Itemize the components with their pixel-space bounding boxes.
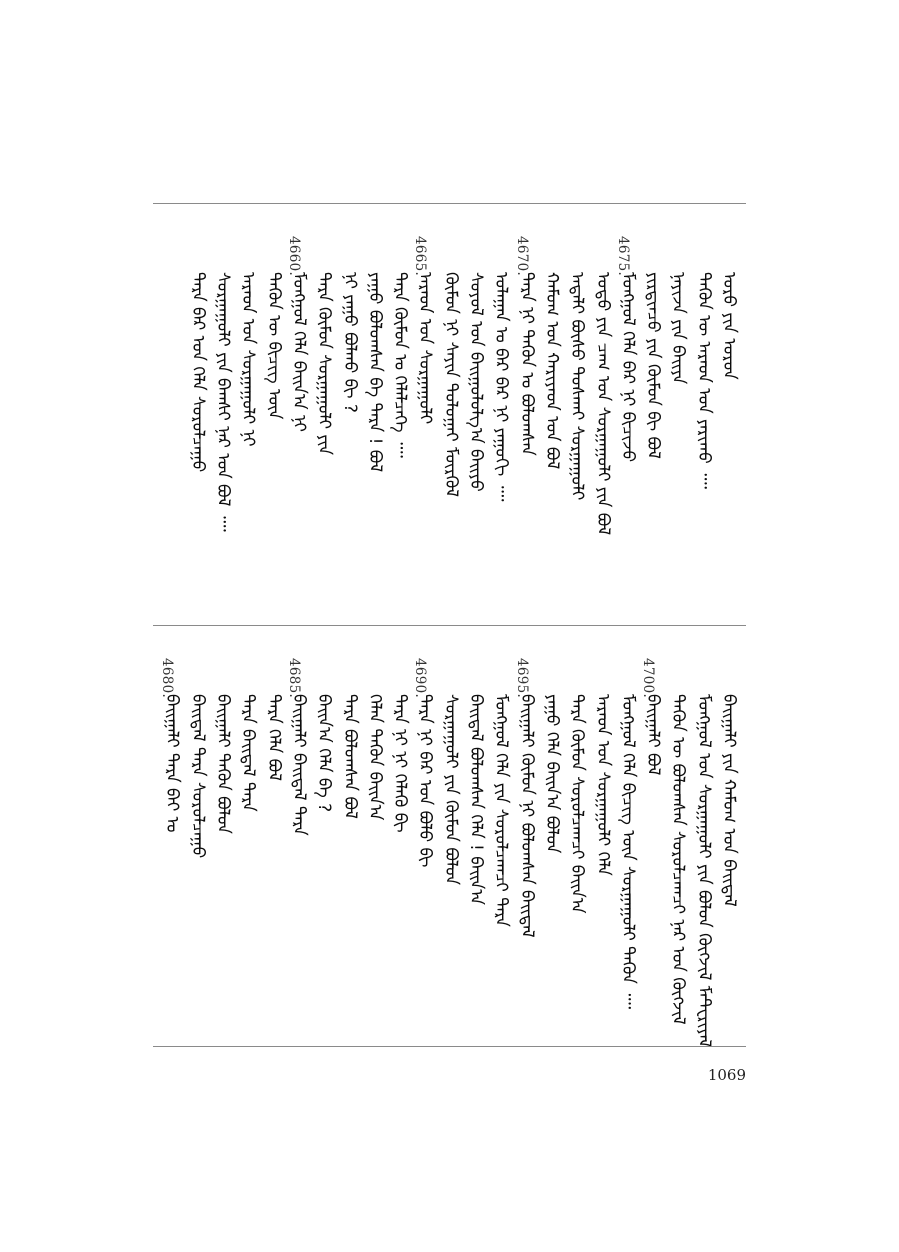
- verse-text: ᠬᠦᠮᠦᠨ ᠨᠢ ᠰᠠᠶᠢᠨ ᠲᠣᠯᠣᠭᠠᠢ ᠮᠥᠷᠭᠥᠯ: [441, 272, 461, 498]
- verse-text: ᠪᠠᠢᠭᠠᠯᠢ ᠲᠡᠭᠦᠨ ᠪᠣᠯᠤᠨ: [213, 694, 233, 834]
- verse-line: [588, 236, 618, 596]
- verse-text: ᠲᠡᠷᠡ ᠪᠡᠷ ᠤᠨ ᠬᠡᠯᠡ ᠰᠤᠷᠤᠯᠴᠠᠭᠤ: [188, 272, 208, 473]
- verse-text: ᠪᠠᠢᠭᠠᠯᠢ ᠬᠦᠮᠦᠨ ᠨᠢ ᠪᠣᠯᠤᠭᠰᠠᠨ ᠪᠠᠢᠳᠠᠯ: [517, 694, 537, 938]
- verse-line: [689, 658, 719, 1048]
- verse-text: ᠲᠡᠷᠡ ᠨᠢ ᠲᠡᠭᠦᠨ ᠤ ᠪᠣᠯᠤᠭᠰᠠᠨ: [517, 272, 537, 456]
- lower-verse-block: [153, 658, 746, 1048]
- verse-text: ᠪᠠᠢᠭᠠᠯᠢ ᠪᠠᠢᠳᠠᠯ ᠲᠡᠷᠡ: [289, 694, 309, 836]
- verse-text: ᠮᠣᠩᠭᠣᠯ ᠬᠡᠯᠡ ᠪᠢᠴᠢᠭ ᠦᠨ ᠰᠤᠷᠭᠠᠭᠤᠯᠢ ᠲᠡᠭᠦᠨ ᠁: [618, 694, 638, 1010]
- verse-line: [512, 236, 542, 596]
- verse-text: ᠬᠡᠯᠡᠨ ᠲᠡᠭᠦᠨ ᠪᠠᠢᠨ᠎ᠠ: [365, 694, 385, 821]
- verse-line: [183, 236, 213, 596]
- verse-text: ᠪᠠᠢᠭᠠᠯᠢ ᠶᠢᠨ ᠬᠠᠮᠤᠭ ᠤᠨ ᠪᠠᠢᠳᠠᠯ: [719, 694, 739, 907]
- verse-text: ᠪᠠᠢᠭᠠᠯᠢ ᠪᠣᠯ: [643, 694, 663, 776]
- verse-text: ᠠᠷᠠᠳ ᠤᠨ ᠰᠤᠷᠭᠠᠭᠤᠯᠢ: [415, 272, 435, 425]
- middle-rule: [153, 625, 746, 626]
- verse-text: ᠰᠤᠷᠭᠠᠭᠤᠯᠢ ᠶᠢᠨ ᠬᠦᠮᠦᠨ ᠪᠣᠯᠤᠨ: [441, 694, 461, 886]
- verse-text: ᠪᠠᠢᠨ᠎ᠠ ᠬᠡᠯᠡ ᠪᠡ ?: [314, 694, 334, 813]
- verse-line: [183, 658, 213, 1018]
- verse-text: ᠰᠣᠶᠣᠯ ᠤᠨ ᠪᠠᠢᠭᠤᠯᠤᠯᠭ᠎ᠠ ᠪᠠᠢᠶᠤ: [466, 272, 486, 492]
- verse-text: ᠮᠣᠩᠭᠣᠯ ᠬᠡᠯᠡ ᠪᠡᠷ ᠨᠢ ᠪᠢᠴᠢᠵᠦ: [618, 272, 638, 463]
- line-number: 4700.: [640, 658, 656, 699]
- verse-text: ᠲᠡᠭᠦᠨ ᠦ ᠪᠣᠯᠤᠭᠰᠠᠨ ᠰᠤᠷᠤᠯᠴᠠᠭᠴᠢ ᠨᠠᠷ ᠤᠨ ᠬᠥᠭᠵᠢᠯ: [668, 694, 688, 1025]
- verse-text: ᠪᠠᠢᠭᠠᠯᠢ ᠲᠡᠷᠡ ᠪᠠᠢ ᠤ: [162, 694, 182, 833]
- verse-text: ᠬᠠᠮᠤᠭ ᠤᠨ ᠬᠠᠷᠢᠶᠠᠳ ᠤᠨ ᠪᠣᠯ: [542, 272, 562, 470]
- page-number: 1069: [707, 1066, 746, 1084]
- verse-line: [512, 658, 542, 1018]
- verse-line: [436, 658, 466, 1018]
- verse-text: ᠲᠡᠷᠡ ᠬᠦᠮᠦᠨ ᠤ ᠬᠡᠯᠡᠯᠴᠡᠭᠡ ᠁: [390, 272, 410, 458]
- bottom-rule: [153, 1046, 746, 1047]
- upper-verse-block: [153, 236, 746, 596]
- verse-line: [259, 658, 289, 1018]
- verse-text: ᠲᠡᠭᠦᠨ ᠦ ᠠᠷᠠᠳ ᠤᠨ ᠶᠠᠷᠢᠬᠤ ᠁: [694, 272, 714, 489]
- line-number: 4690.: [412, 658, 428, 699]
- verse-text: ᠶᠠᠭᠤ ᠬᠡᠯᠡ ᠪᠠᠢᠨ᠎ᠠ ᠪᠣᠯᠤᠨ: [542, 694, 562, 854]
- verse-text: ᠮᠣᠩᠭᠣᠯ ᠬᠡᠯᠡ ᠶᠢᠨ ᠰᠤᠷᠤᠯᠴᠠᠭᠴᠢ ᠲᠡᠷᠡ: [491, 694, 511, 927]
- verse-text: ᠠᠳᠠᠯᠢ ᠪᠦᠰᠦ ᠲᠤᠰᠬᠠᠢ ᠰᠤᠷᠭᠠᠭᠤᠯᠢ: [567, 272, 587, 501]
- line-number: 4675.: [615, 236, 631, 277]
- verse-text: ᠲᠡᠷᠡ ᠬᠦᠮᠦᠨ ᠰᠤᠷᠤᠯᠴᠠᠭᠴᠢ ᠪᠠᠢᠨ᠎ᠠ: [567, 694, 587, 914]
- verse-text: ᠲᠡᠷᠡ ᠨᠢ ᠪᠡᠷ ᠤᠨ ᠪᠣᠯᠤ ᠪᠢ: [415, 694, 435, 868]
- line-number: 4680.: [159, 658, 175, 699]
- verse-text: ᠲᠡᠷᠡ ᠬᠦᠮᠦᠨ ᠰᠤᠷᠭᠠᠭᠤᠯᠢ ᠶᠢᠨ: [314, 272, 334, 455]
- verse-text: ᠨᠢ ᠶᠠᠭᠤ ᠪᠣᠯᠬᠤ ᠪᠢ ?: [340, 272, 360, 413]
- line-number: 4685.: [286, 658, 302, 699]
- verse-text: ᠮᠣᠩᠭᠣᠯ ᠤᠨ ᠰᠤᠷᠭᠠᠭᠤᠯᠢ ᠶᠢᠨ ᠪᠣᠯᠤᠨ ᠬᠥᠭᠵᠢᠯ ᠮᠠᠲᠸᠷᠢᠶᠠᠯ: [694, 694, 714, 1048]
- verse-text: ᠲᠡᠷᠡ ᠪᠣᠯᠤᠭᠰᠠᠨ ᠪᠣᠯ: [340, 694, 360, 819]
- verse-line: [335, 236, 365, 596]
- line-number: 4695.: [514, 658, 530, 699]
- verse-text: ᠪᠠᠢᠳᠠᠯ ᠪᠣᠯᠤᠭᠰᠠᠨ ᠬᠡᠯᠡ ! ᠪᠠᠢᠨ᠎ᠠ: [466, 694, 486, 906]
- verse-line: [588, 658, 618, 1018]
- verse-text: ᠠᠷᠠᠳ ᠤᠨ ᠰᠤᠷᠭᠠᠭᠤᠯᠢ ᠨᠢ: [238, 272, 258, 447]
- top-rule: [153, 203, 746, 204]
- verse-text: ᠰᠤᠷᠭᠠᠭᠤᠯᠢ ᠶᠢᠨ ᠪᠠᠭᠰᠢ ᠨᠠᠷ ᠤᠨ ᠪᠣᠯ ᠁: [213, 272, 233, 532]
- verse-line: [157, 658, 187, 1018]
- verse-line: [436, 236, 466, 596]
- line-number: 4665.: [412, 236, 428, 277]
- verse-text: ᠶᠠᠭᠤ ᠪᠣᠯᠣᠭᠰᠠᠨ ᠪᠡ ᠲᠡᠷᠡ ! ᠪᠣᠯ: [365, 272, 385, 473]
- verse-text: ᠲᠡᠷᠡ ᠬᠡᠯᠡ ᠪᠣᠯ: [264, 694, 284, 782]
- line-number: 4670.: [514, 236, 530, 277]
- verse-text: ᠲᠡᠭᠦᠨ ᠦ ᠪᠢᠴᠢᠭ ᠦᠨ: [264, 272, 284, 420]
- verse-text: ᠶᠢᠷᠲᠢᠨᠴᠦ ᠶᠢᠨ ᠬᠦᠮᠦᠨ ᠪᠢ ᠪᠣᠯ: [643, 272, 663, 459]
- verse-text: ᠮᠣᠩᠭᠣᠯ ᠬᠡᠯᠡ ᠪᠠᠢᠨ᠎ᠠ ᠨᠢ: [289, 272, 309, 432]
- verse-text: ᠪᠠᠢᠳᠠᠯ ᠲᠡᠷᠡ ᠰᠤᠷᠤᠯᠴᠠᠭᠤ: [188, 694, 208, 859]
- verse-text: ᠲᠡᠷᠡ ᠪᠠᠢᠳᠠᠯ ᠲᠡᠷᠡ: [238, 694, 258, 812]
- verse-line: [335, 658, 365, 1018]
- verse-text: ᠤᠷᠤ ᠶᠢᠨ ᠤᠷᠤᠨ: [719, 272, 739, 380]
- verse-text: ᠤᠯᠠᠭᠠᠨ ᠤ ᠪᠠᠷ ᠪᠡᠷ ᠨᠢ ᠶᠠᠭᠤᠬᠢ ᠁: [491, 272, 511, 502]
- verse-text: ᠣᠳᠣ ᠶᠢᠨ ᠴᠠᠭ ᠤᠨ ᠰᠤᠷᠭᠠᠭᠤᠯᠢ ᠶᠢᠨ ᠪᠣᠯ: [593, 272, 613, 536]
- verse-text: ᠲᠡᠷᠡ ᠨᠢ ᠨᠢ ᠬᠡᠯᠡᠬᠦ ᠪᠢ: [390, 694, 410, 833]
- verse-line: [259, 236, 289, 596]
- line-number: 4660.: [286, 236, 302, 277]
- verse-line: [689, 236, 719, 596]
- verse-text: ᠠᠷᠠᠳ ᠤᠨ ᠰᠤᠷᠭᠠᠭᠤᠯᠢ ᠬᠡᠯᠡ: [593, 694, 613, 876]
- verse-text: ᠨᠠᠶᠢᠵᠠ ᠶᠢᠨ ᠪᠠᠢᠶᠠ: [668, 272, 688, 385]
